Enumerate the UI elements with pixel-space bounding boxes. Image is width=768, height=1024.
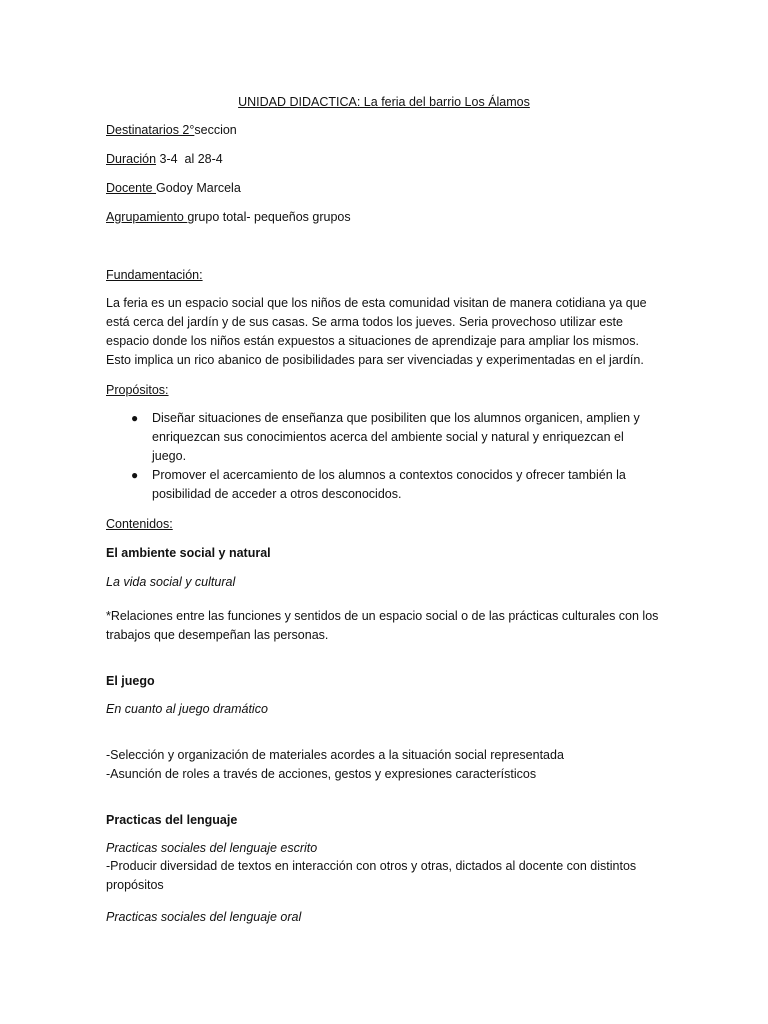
agrupamiento-row (106, 208, 351, 226)
destinatarios-label: Destinatarios 2° (106, 123, 195, 137)
lenguaje-escrito-subheading: Practicas sociales del lenguaje escrito (106, 841, 318, 855)
docente-label: Docente (106, 181, 157, 195)
document-title: UNIDAD DIDACTICA: La feria del barrio Los Álamos (238, 95, 530, 109)
paragraph-line: propósitos (106, 878, 164, 892)
fundamentacion-paragraph (106, 294, 666, 370)
lenguaje-oral-subheading: Practicas sociales del lenguaje oral (106, 910, 302, 924)
proposito-item (152, 466, 652, 504)
paragraph-line: La feria es un espacio social que los niños de esta comunidad visitan de manera cotidiana ya que (106, 296, 647, 310)
juego-paragraph (106, 746, 666, 784)
juego-heading: El juego (106, 674, 155, 688)
relaciones-paragraph (106, 607, 666, 645)
agrupamiento-value: grupo total- pequeños grupos (187, 210, 351, 224)
bullet-icon: ● (131, 468, 139, 482)
ambiente-heading: El ambiente social y natural (106, 546, 271, 560)
lenguaje-heading: Practicas del lenguaje (106, 813, 238, 827)
duracion-row (106, 150, 223, 168)
paragraph-line: trabajos que desempeñan las personas. (106, 628, 329, 642)
destinatarios-value: seccion (194, 123, 237, 137)
paragraph-line: Esto implica un rico abanico de posibilidades para ser vivenciadas y experimentadas en el jardín. (106, 353, 644, 367)
juego-dramatico-subheading: En cuanto al juego dramático (106, 702, 268, 716)
duracion-label: Duración (106, 152, 157, 166)
docente-row (106, 179, 241, 197)
paragraph-line: -Selección y organización de materiales acordes a la situación social representada (106, 748, 564, 762)
paragraph-line: está cerca del jardín y de sus casas. Se arma todos los jueves. Seria provechoso utilizar este (106, 315, 623, 329)
duracion-value: 3-4 al 28-4 (156, 152, 223, 166)
list-item-line: posibilidad de acceder a otros desconocidos. (152, 487, 402, 501)
vida-social-subheading: La vida social y cultural (106, 575, 236, 589)
list-item-line: enriquezcan sus conocimientos acerca del ambiente social y natural y enriquezcan el (152, 430, 624, 444)
paragraph-line: *Relaciones entre las funciones y sentidos de un espacio social o de las prácticas culturales con los (106, 609, 659, 623)
list-item-line: juego. (152, 449, 187, 463)
agrupamiento-label: Agrupamiento (106, 210, 188, 224)
paragraph-line: espacio donde los niños están expuestos a situaciones de aprendizaje para ampliar los mismos. (106, 334, 639, 348)
propositos-heading: Propósitos: (106, 383, 169, 397)
paragraph-line: -Asunción de roles a través de acciones, gestos y expresiones característicos (106, 767, 537, 781)
paragraph-line: -Producir diversidad de textos en interacción con otros y otras, dictados al docente con distintos (106, 859, 637, 873)
proposito-item (152, 409, 652, 466)
docente-value: Godoy Marcela (156, 181, 241, 195)
bullet-icon: ● (131, 411, 139, 425)
contenidos-heading: Contenidos: (106, 517, 173, 531)
list-item-line: Diseñar situaciones de enseñanza que posibiliten que los alumnos organicen, amplien y (152, 411, 640, 425)
fundamentacion-heading: Fundamentación: (106, 268, 203, 282)
escrito-paragraph (106, 857, 666, 895)
list-item-line: Promover el acercamiento de los alumnos a contextos conocidos y ofrecer también la (152, 468, 626, 482)
destinatarios-row (106, 121, 237, 139)
